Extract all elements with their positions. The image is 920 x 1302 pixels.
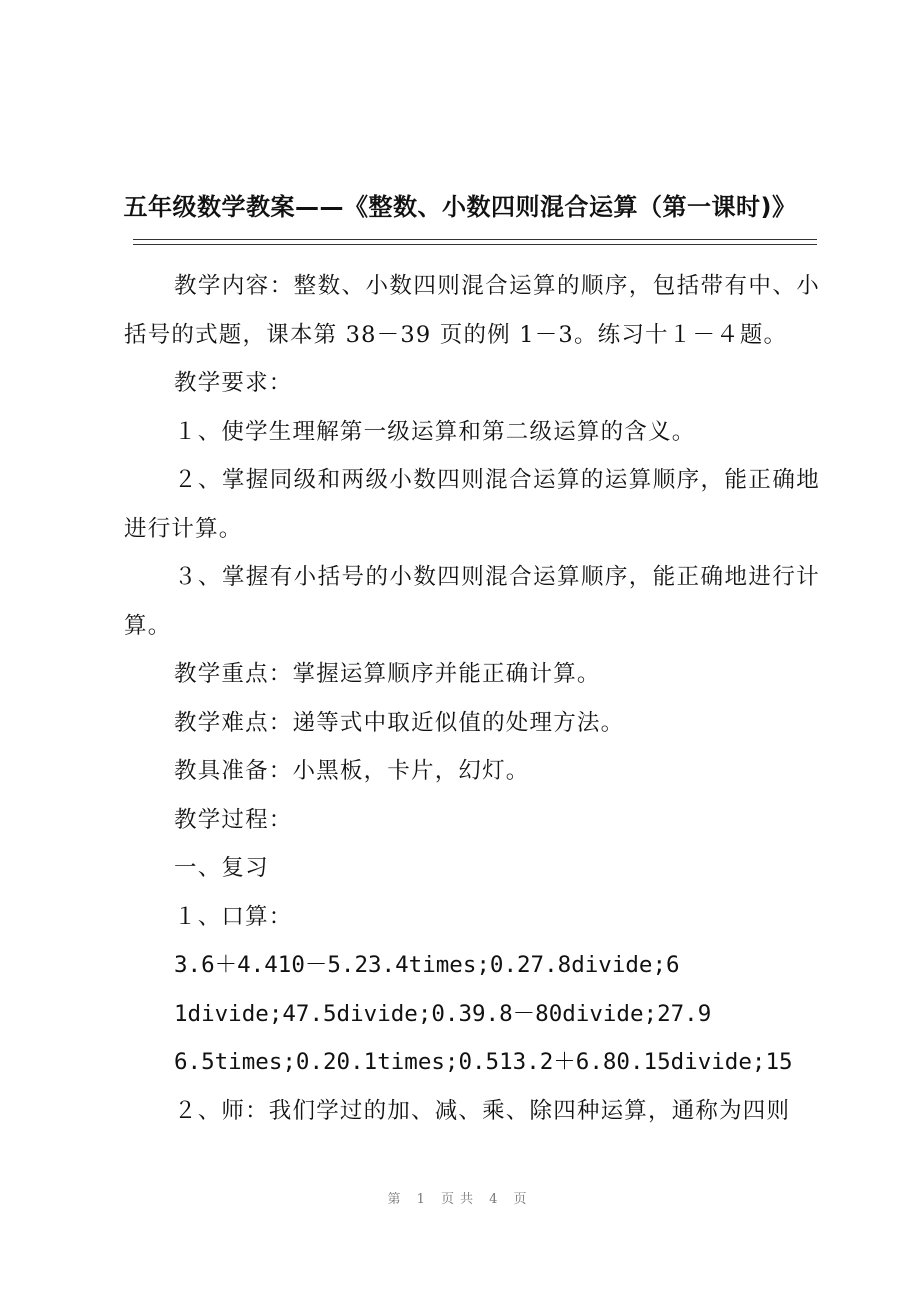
paragraph-teacher-intro: ２、师：我们学过的加、减、乘、除四种运算，通称为四则	[174, 1097, 791, 1124]
paragraph-teaching-process: 教学过程：	[174, 806, 293, 833]
paragraph-teaching-content: 教学内容：整数、小数四则混合运算的顺序，包括带有中、小括号的式题，课本第 38－39 页的例 1－3。练习十１－４题。	[124, 273, 820, 348]
paragraph-key-point: 教学重点：掌握运算顺序并能正确计算。	[174, 661, 601, 687]
page-footer: 第 1 页共 4 页	[387, 1192, 533, 1207]
paragraph-requirement-3: ３、掌握有小括号的小数四则混合运算顺序，能正确地进行计算。	[124, 564, 820, 639]
document-title: 五年级数学教案——《整数、小数四则混合运算（第一课时)》	[123, 193, 797, 221]
calc-line-1: 3.6＋4.410－5.23.4times;0.27.8divide;6	[174, 952, 680, 978]
paragraph-teaching-aids: 教具准备：小黑板，卡片，幻灯。	[174, 758, 530, 784]
paragraph-difficult-point: 教学难点：递等式中取近似值的处理方法。	[174, 709, 625, 736]
paragraph-requirement-1: １、使学生理解第一级运算和第二级运算的含义。	[174, 418, 696, 445]
paragraph-oral-calc-heading: １、口算：	[174, 903, 293, 930]
paragraph-review-heading: 一、复习	[174, 855, 269, 881]
document-body	[124, 262, 820, 1135]
calc-line-3: 6.5times;0.20.1times;0.513.2＋6.80.15divide;15	[174, 1049, 793, 1075]
calc-line-2: 1divide;47.5divide;0.39.8－80divide;27.9	[174, 1000, 712, 1027]
title-divider-bottom	[133, 244, 817, 245]
paragraph-requirement-2: ２、掌握同级和两级小数四则混合运算的运算顺序，能正确地进行计算。	[124, 467, 820, 542]
title-divider-top	[133, 239, 817, 240]
paragraph-teaching-requirements: 教学要求：	[174, 370, 293, 396]
